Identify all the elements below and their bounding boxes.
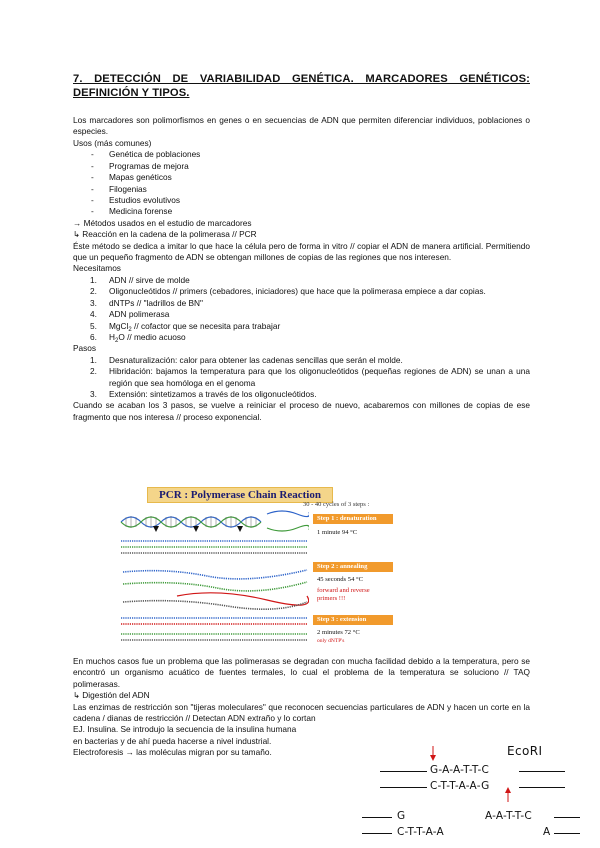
step1-label: Step 1 : denaturation	[313, 514, 393, 524]
bullet-dash: -	[91, 172, 94, 183]
dna-strands-row2	[123, 570, 309, 609]
intro-paragraph: Los marcadores son polimorfismos en genes o en secuencias de ADN que permiten diferenciar individuos, poblaciones o especies.	[73, 115, 530, 137]
item-text: O // medio acuoso	[118, 331, 186, 342]
electroforesis-line: Electroforesis → las moléculas migran por su tamaño.	[73, 747, 272, 758]
cut-left-top: G	[397, 810, 406, 822]
bullet-dash: -	[91, 160, 94, 171]
pasos-list	[73, 355, 530, 401]
pcr-figure	[117, 484, 398, 652]
digestion-line: ↳ Digestión del ADN	[73, 690, 150, 701]
item-number: 2.	[90, 286, 97, 297]
usos-item	[73, 149, 530, 160]
dna-line	[519, 787, 565, 788]
item-number: 6.	[90, 331, 97, 342]
polimerasa-paragraph: En muchos casos fue un problema que las polimerasas se degradan con mucha facilidad debido a la temperatura, pero se encontró un organismo acuático de fuentes termales, lo cual el problema de la temperatura se soluciono // TAQ polimerasas.	[73, 656, 530, 689]
item-text: // cofactor que se necesita para trabajar	[131, 320, 281, 331]
item-number: 2.	[90, 366, 97, 377]
necesitamos-heading: Necesitamos	[73, 263, 121, 274]
necesitamos-item	[73, 332, 530, 343]
necesitamos-item	[73, 298, 530, 309]
item-number: 1.	[90, 354, 97, 365]
item-number: 5.	[90, 320, 97, 331]
dna-line	[362, 817, 392, 818]
bullet-dash: -	[91, 149, 94, 160]
cut-left-bottom: C-T-T-A-A	[397, 826, 444, 838]
item-text: H	[109, 331, 115, 342]
top-sequence: G-A-A-T-T-C	[430, 764, 490, 776]
usos-item-text: Estudios evolutivos	[109, 195, 181, 206]
usos-item	[73, 184, 530, 195]
item-text: Extensión: sintetizamos a través de los oligonucleótidos.	[109, 388, 317, 399]
usos-item	[73, 195, 530, 206]
pcr-description: Éste método se dedica a imitar lo que hace la célula pero de forma in vitro // copiar el ADN de manera artificial. Permitiendo que un pequeño fragmento de ADN se obtengan millones de copias de las regiones que nos interesen.	[73, 240, 530, 263]
necesitamos-list	[73, 275, 530, 343]
step2-note: forward and reverse primers !!!	[317, 587, 370, 602]
step3-label: Step 3 : extension	[313, 615, 393, 625]
section-title: 7. DETECCIÓN DE VARIABILIDAD GENÉTICA. MARCADORES GENÉTICOS: DEFINICIÓN Y TIPOS.	[73, 73, 530, 99]
usos-item-text: Mapas genéticos	[109, 172, 172, 183]
ejemplo-line-2: en bacterias y de ahí pueda hacerse a nivel industrial.	[73, 735, 272, 746]
usos-heading: Usos (más comunes)	[73, 138, 152, 148]
usos-item	[73, 172, 530, 183]
dna-line	[519, 771, 565, 772]
metodos-line: → Métodos usados en el estudio de marcadores	[73, 217, 252, 228]
bottom-sequence: C-T-T-A-A-G	[430, 780, 490, 792]
cut-right-bottom: A	[543, 826, 551, 838]
pcr-figure-title: PCR : Polymerase Chain Reaction	[147, 487, 333, 503]
dna-line	[554, 833, 580, 834]
dna-strands-row1b	[121, 541, 307, 553]
step3-note: only dNTP's	[317, 638, 345, 644]
item-text: ADN polimerasa	[109, 309, 170, 320]
item-text: Hibridación: bajamos la temperatura para que los oligonucleótidos (pequeñas regiones de ADN) se unan a una región que sea homóloga en el genoma	[109, 366, 530, 388]
item-number: 3.	[90, 297, 97, 308]
usos-item-text: Medicina forense	[109, 206, 173, 217]
necesitamos-item	[73, 275, 530, 286]
necesitamos-item	[73, 309, 530, 320]
bullet-dash: -	[91, 206, 94, 217]
pasos-heading: Pasos	[73, 343, 97, 354]
ciclo-paragraph: Cuando se acaban los 3 pasos, se vuelve a reiniciar el proceso de nuevo, acabaremos con millones de copias de ese fragmento que nos interesa // proceso exponencial.	[73, 400, 530, 422]
usos-item-text: Filogenias	[109, 183, 147, 194]
bullet-dash: -	[91, 195, 94, 206]
item-subscript: 2	[115, 337, 119, 344]
ejemplo-line-1: EJ. Insulina. Se introdujo la secuencia de la insulina humana	[73, 724, 297, 735]
cut-right-top: A-A-T-T-C	[485, 810, 532, 822]
usos-item	[73, 161, 530, 172]
step2-label: Step 2 : annealing	[313, 562, 393, 572]
item-number: 4.	[90, 309, 97, 320]
item-number: 3.	[90, 388, 97, 399]
ecori-label: EcoRI	[507, 744, 543, 758]
step2-info: 45 seconds 54 °C	[317, 576, 364, 583]
pcr-cycles-label: 30 - 40 cycles of 3 steps :	[303, 501, 370, 508]
item-subscript: 2	[128, 326, 132, 333]
usos-item-text: Genética de poblaciones	[109, 149, 201, 160]
necesitamos-item	[73, 286, 530, 297]
pcr-strands-illustration	[117, 484, 309, 652]
usos-section	[73, 138, 530, 423]
pcr-line: ↳ Reacción en la cadena de la polimerasa // PCR	[73, 229, 257, 240]
step1-info: 1 minute 94 °C	[317, 529, 358, 536]
enzimas-paragraph: Las enzimas de restricción son "tijeras moleculares" que reconocen secuencias particulares de ADN y hacen un corte en la cadena / dianas de restricción // Detectan ADN extraño y lo cortan	[73, 701, 530, 724]
item-text: ADN // sirve de molde	[109, 274, 190, 285]
item-text: MgCl	[109, 320, 129, 331]
dna-line	[554, 817, 580, 818]
item-number: 1.	[90, 274, 97, 285]
dna-line	[362, 833, 392, 834]
usos-list	[73, 149, 530, 217]
necesitamos-item	[73, 321, 530, 332]
ecori-diagram	[360, 742, 580, 848]
pasos-item	[73, 389, 530, 400]
usos-item	[73, 206, 530, 217]
dna-strands-row3	[121, 618, 307, 640]
step3-info: 2 minutes 72 °C	[317, 629, 360, 636]
pasos-item	[73, 355, 530, 366]
usos-item-text: Programas de mejora	[109, 160, 189, 171]
item-text: dNTPs // "ladrillos de BN"	[109, 297, 203, 308]
item-text: Desnaturalización: calor para obtener las cadenas sencillas que serán el molde.	[109, 354, 403, 365]
top-cut-arrow-icon	[430, 746, 436, 761]
dna-line	[380, 771, 427, 772]
pasos-item	[73, 366, 530, 389]
dna-helix-row1	[121, 511, 309, 532]
bottom-cut-arrow-icon	[505, 787, 511, 802]
bullet-dash: -	[91, 183, 94, 194]
item-text: Oligonucleótidos // primers (cebadores, iniciadores) que hace que la polimerasa empiece a dar copias.	[109, 286, 486, 297]
dna-line	[380, 787, 427, 788]
